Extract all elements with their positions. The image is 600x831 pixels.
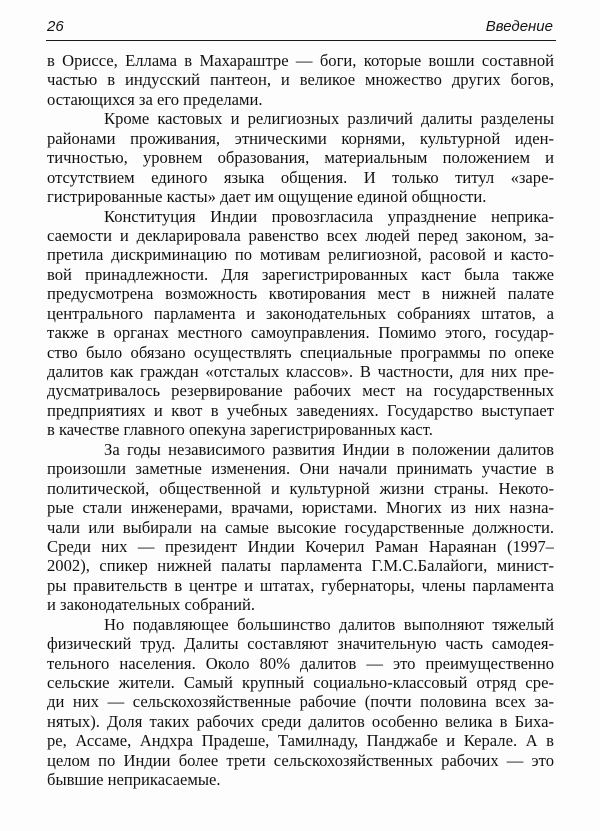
text-line: районами проживания, этническими корнями, культурной иден- (47, 128, 554, 148)
text-line: рые стали инженерами, врачами, юристами. Многих из них назна- (47, 498, 554, 518)
text-line: ди них — сельскохозяйственные рабочие (почти половина всех за- (47, 692, 554, 712)
text-line: дусматривалось резервирование рабочих мест на государственных (47, 381, 554, 401)
text-line: частью в индусский пантеон, и великое множество других богов, (47, 70, 554, 90)
paragraph (47, 207, 554, 440)
section-title: Введение (485, 18, 553, 35)
text-line: физический труд. Далиты составляют значительную часть самодея- (47, 634, 554, 654)
text-line: бывшие неприкасаемые. (47, 770, 221, 790)
text-line: в качестве главного опекуна зарегистрированных каст. (47, 420, 433, 440)
text-line: ре, Ассаме, Андхра Прадеше, Тамилнаду, Панджабе и Керале. А в (47, 731, 554, 751)
text-line: претила дискриминацию по мотивам религиозной, расовой и касто- (47, 245, 554, 265)
running-header (47, 16, 555, 38)
text-line: саемости и декларировала равенство всех людей перед законом, за- (47, 225, 554, 245)
text-line: тичностью, уровнем образования, материальным положением и (47, 148, 554, 168)
text-line: вой принадлежности. Для зарегистрированных каст была также (47, 264, 554, 284)
text-line: 2002), спикер нижней палаты парламента Г.М.С.Балайоги, минист- (47, 556, 554, 576)
text-line: предусмотрена возможность квотирования мест в нижней палате (47, 284, 554, 304)
text-line: Среди них — президент Индии Кочерил Раман Нараянан (1997– (47, 536, 554, 556)
page-number: 26 (47, 18, 64, 35)
header-rule-divider (46, 40, 556, 41)
text-line: далитов как граждан «отсталых классов». В частности, для них пре- (47, 362, 554, 381)
paragraph (47, 51, 554, 109)
text-line: ство было обязано осуществлять специальные программы по опеке (47, 342, 554, 362)
text-line: в Ориссе, Еллама в Махараштре — боги, которые вошли составной (47, 51, 554, 70)
paragraph (47, 440, 554, 615)
text-line: Кроме кастовых и религиозных различий далиты разделены (104, 109, 554, 129)
paragraph (47, 109, 554, 206)
text-line: целом по Индии более трети сельскохозяйственных рабочих — это (47, 750, 554, 770)
text-line: также в органах местного самоуправления. Помимо этого, государ- (47, 323, 554, 343)
text-line: предприятиях и квот в учебных заведениях. Государство выступает (47, 400, 554, 420)
text-line: За годы независимого развития Индии в положении далитов (104, 439, 554, 459)
text-line: отсутствием единого языка общения. И только титул «заре- (47, 167, 554, 187)
text-line: и законодательных собраний. (47, 595, 256, 615)
body-text (47, 51, 554, 790)
text-line: тельного населения. Около 80% далитов — это преимущественно (47, 653, 554, 673)
text-line: центрального парламента и законодательных собраниях штатов, а (47, 303, 554, 323)
text-line: остающихся за его пределами. (47, 89, 263, 109)
text-line: сельские жители. Самый крупный социально-классовый отряд сре- (47, 673, 554, 692)
paragraph (47, 615, 554, 790)
text-line: чали или выбирали на самые высокие государственные должности. (47, 517, 554, 537)
text-line: произошли заметные изменения. Они начали принимать участие в (47, 459, 554, 479)
text-line: политической, общественной и культурной жизни страны. Некото- (47, 478, 554, 498)
text-line: гистрированные касты» дает им ощущение единой общности. (47, 187, 487, 207)
text-line: ры правительств в центре и штатах, губернаторы, члены парламента (47, 575, 554, 595)
text-line: нятых). Доля таких рабочих среди далитов особенно велика в Биха- (47, 711, 554, 731)
text-line: Конституция Индии провозгласила упразднение неприка- (104, 206, 554, 226)
text-line: Но подавляющее большинство далитов выполняют тяжелый (104, 614, 554, 634)
